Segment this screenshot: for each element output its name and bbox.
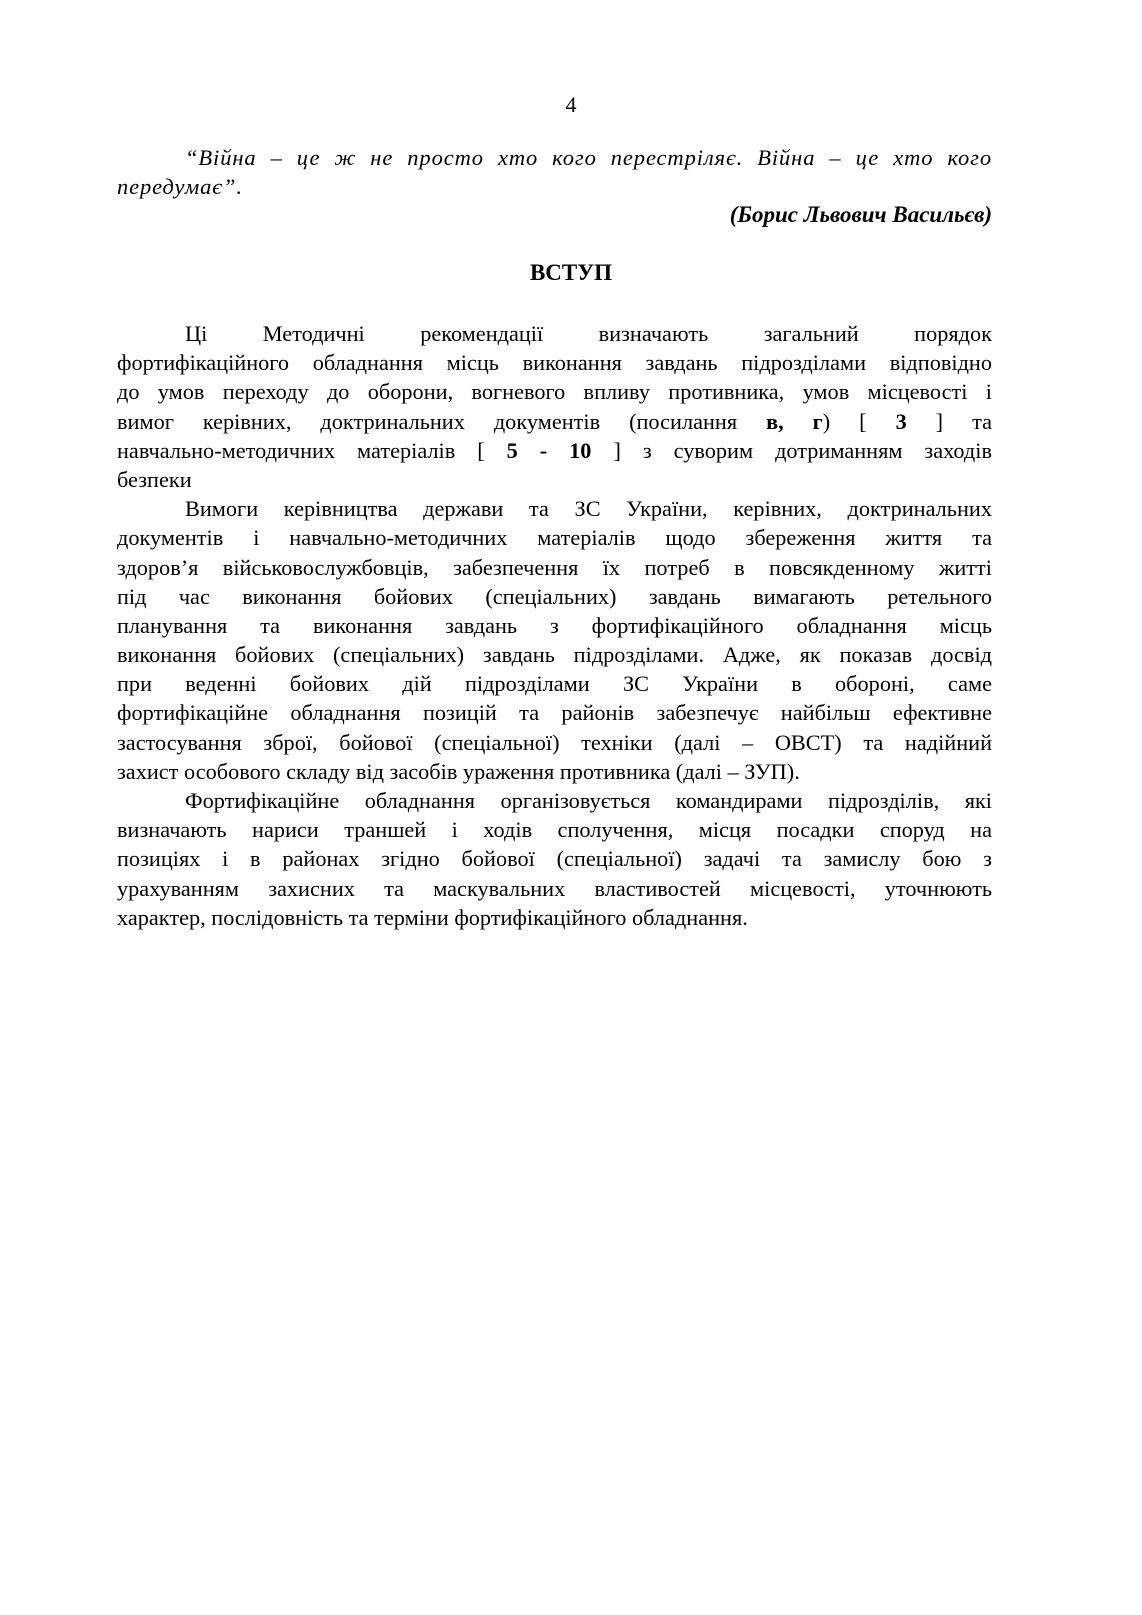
paragraph-line: Вимоги керівництва держави та ЗС України, керівних, доктринальних: [185, 496, 992, 522]
epigraph-quote-line2: передумає”.: [117, 174, 243, 199]
paragraph-line: урахуванням захисних та маскувальних властивостей місцевості, уточнюють: [117, 875, 992, 901]
paragraph-line: характер, послідовність та терміни фортифікаційного обладнання.: [117, 904, 748, 930]
paragraph-line: визначають нариси траншей і ходів сполучення, місця посадки споруд на: [117, 817, 992, 843]
paragraph-line: виконання бойових (спеціальних) завдань підрозділами. Адже, як показав досвід: [117, 642, 992, 668]
paragraph-line: Фортифікаційне обладнання організовується командирами підрозділів, які: [185, 788, 992, 813]
paragraph-line: застосування зброї, бойової (спеціальної) техніки (далі – ОВСТ) та надійний: [117, 729, 992, 755]
paragraph-line: Ці Методичні рекомендації визначають загальний порядок: [185, 321, 992, 346]
reference-range: 5 - 10: [506, 437, 592, 463]
epigraph-quote-line1: “Війна – це ж не просто хто кого перестріляє. Війна – це хто кого: [185, 145, 992, 170]
paragraph-line: фортифікаційного обладнання місць виконання завдань підрозділами відповідно: [117, 350, 992, 376]
paragraph-1: [117, 319, 992, 494]
paragraph-line: планування та виконання завдань з фортифікаційного обладнання місць: [117, 612, 992, 638]
reference-letters: в, г: [766, 408, 823, 434]
paragraph-line: захист особового складу від засобів ураження противника (далі – ЗУП).: [117, 758, 800, 784]
paragraph-2: [117, 494, 992, 786]
paragraph-line-with-refs: вимог керівних, доктринальних документів (посилання в, г) [ 3 ] та: [117, 408, 992, 434]
paragraph-line: здоров’я військовослужбовців, забезпечення їх потреб в повсякденному житті: [117, 554, 992, 580]
paragraph-line: при веденні бойових дій підрозділами ЗС України в обороні, саме: [117, 671, 992, 697]
paragraph-line: позиціях і в районах згідно бойової (спеціальної) задачі та замислу бою з: [117, 846, 992, 872]
paragraph-3: [117, 786, 992, 932]
paragraph-line: до умов переходу до оборони, вогневого впливу противника, умов місцевості і: [117, 379, 992, 405]
body-text: [117, 319, 992, 932]
paragraph-line: безпеки: [117, 466, 192, 492]
paragraph-line: під час виконання бойових (спеціальних) завдань вимагають ретельного: [117, 583, 992, 609]
paragraph-line: документів і навчально-методичних матеріалів щодо збереження життя та: [117, 525, 992, 551]
epigraph-quote: [117, 143, 992, 201]
epigraph-author: (Борис Львович Васильєв): [729, 202, 992, 227]
paragraph-line: фортифікаційне обладнання позицій та районів забезпечує найбільш ефективне: [117, 700, 992, 726]
page-number: 4: [565, 92, 577, 117]
reference-number: 3: [895, 408, 907, 434]
section-heading: ВСТУП: [529, 260, 613, 285]
paragraph-line-with-refs: навчально-методичних матеріалів [ 5 - 10 ] з суворим дотриманням заходів: [117, 437, 992, 463]
